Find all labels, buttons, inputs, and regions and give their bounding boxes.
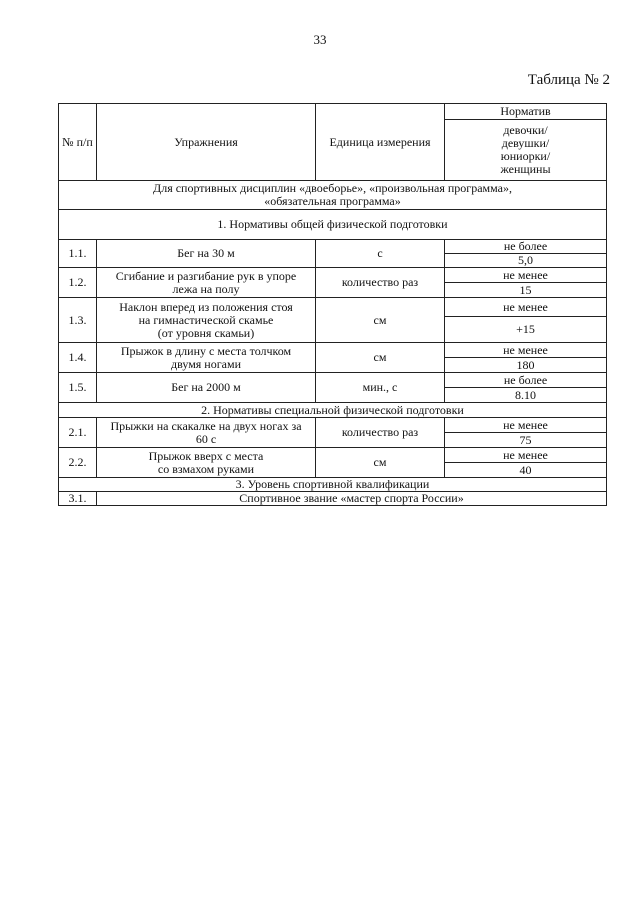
row-unit: см [316, 448, 445, 478]
norm-value: 40 [445, 463, 607, 478]
exercise-line: со взмахом руками [157, 461, 255, 476]
header-category-line: девочки/ [503, 123, 548, 137]
row-unit: количество раз [316, 418, 445, 448]
row-num: 1.1. [59, 240, 97, 268]
header-num: № п/п [59, 104, 97, 181]
norm-qualifier: не менее [445, 298, 607, 317]
norm-value: 15 [445, 283, 607, 298]
disciplines-row [59, 181, 607, 210]
row-unit: количество раз [316, 268, 445, 298]
norm-qualifier: не менее [445, 418, 607, 433]
row-num: 1.2. [59, 268, 97, 298]
row-exercise [97, 448, 316, 478]
row-unit: см [316, 298, 445, 343]
row-exercise [97, 418, 316, 448]
exercise-line: лежа на полу [172, 281, 240, 296]
table-caption: Таблица № 2 [527, 72, 610, 88]
disciplines-line: Для спортивных дисциплин «двоеборье», «произвольная программа», [153, 181, 512, 195]
header-unit: Единица измерения [316, 104, 445, 181]
section-title: 1. Нормативы общей физической подготовки [59, 210, 607, 240]
norm-value: 180 [445, 358, 607, 373]
norms-table [58, 103, 607, 506]
exercise-line: Прыжок в длину с места толчком [120, 343, 292, 358]
row-num: 2.2. [59, 448, 97, 478]
row-unit: см [316, 343, 445, 373]
header-category [445, 120, 607, 181]
norm-value: 5,0 [445, 254, 607, 268]
row-exercise [97, 240, 316, 268]
exercise-line: Бег на 30 м [177, 246, 235, 260]
row-num: 1.3. [59, 298, 97, 343]
disciplines-line: «обязательная программа» [264, 194, 401, 208]
row-num: 1.5. [59, 373, 97, 403]
header-exercise: Упражнения [97, 104, 316, 181]
exercise-line: Наклон вперед из положения стоя [119, 299, 293, 314]
row-exercise [97, 373, 316, 403]
exercise-line: Прыжки на скакалке на двух ногах за [110, 418, 302, 433]
norm-value: 8.10 [445, 388, 607, 403]
row-num: 3.1. [59, 492, 97, 506]
row-unit: с [316, 240, 445, 268]
header-norm: Норматив [445, 104, 607, 120]
exercise-line: Прыжок вверх с места [148, 448, 264, 463]
row-exercise [97, 343, 316, 373]
exercise-line: (от уровня скамьи) [157, 325, 255, 340]
row-num: 2.1. [59, 418, 97, 448]
row-num: 1.4. [59, 343, 97, 373]
exercise-line: двумя ногами [170, 356, 241, 371]
exercise-line: 60 с [195, 431, 217, 446]
exercise-line: Бег на 2000 м [171, 380, 241, 394]
row-exercise [97, 268, 316, 298]
norm-qualifier: не менее [445, 448, 607, 463]
section-title: 3. Уровень спортивной квалификации [59, 478, 607, 492]
page-number: 33 [313, 32, 327, 47]
header-category-line: женщины [500, 162, 551, 176]
section-title: 2. Нормативы специальной физической подготовки [59, 403, 607, 418]
norm-qualifier: не менее [445, 343, 607, 358]
exercise-line: Сгибание и разгибание рук в упоре [115, 268, 297, 283]
row-unit: мин., с [316, 373, 445, 403]
exercise-line: на гимнастической скамье [138, 312, 274, 327]
header-category-line: юниорки/ [500, 149, 551, 163]
header-category-line: девушки/ [501, 136, 550, 150]
norm-qualifier: не более [445, 240, 607, 254]
norm-qualifier: не более [445, 373, 607, 388]
row-qualification: Спортивное звание «мастер спорта России» [97, 492, 607, 506]
norm-value: 75 [445, 433, 607, 448]
row-exercise [97, 298, 316, 343]
norm-qualifier: не менее [445, 268, 607, 283]
norm-value: +15 [445, 317, 607, 343]
